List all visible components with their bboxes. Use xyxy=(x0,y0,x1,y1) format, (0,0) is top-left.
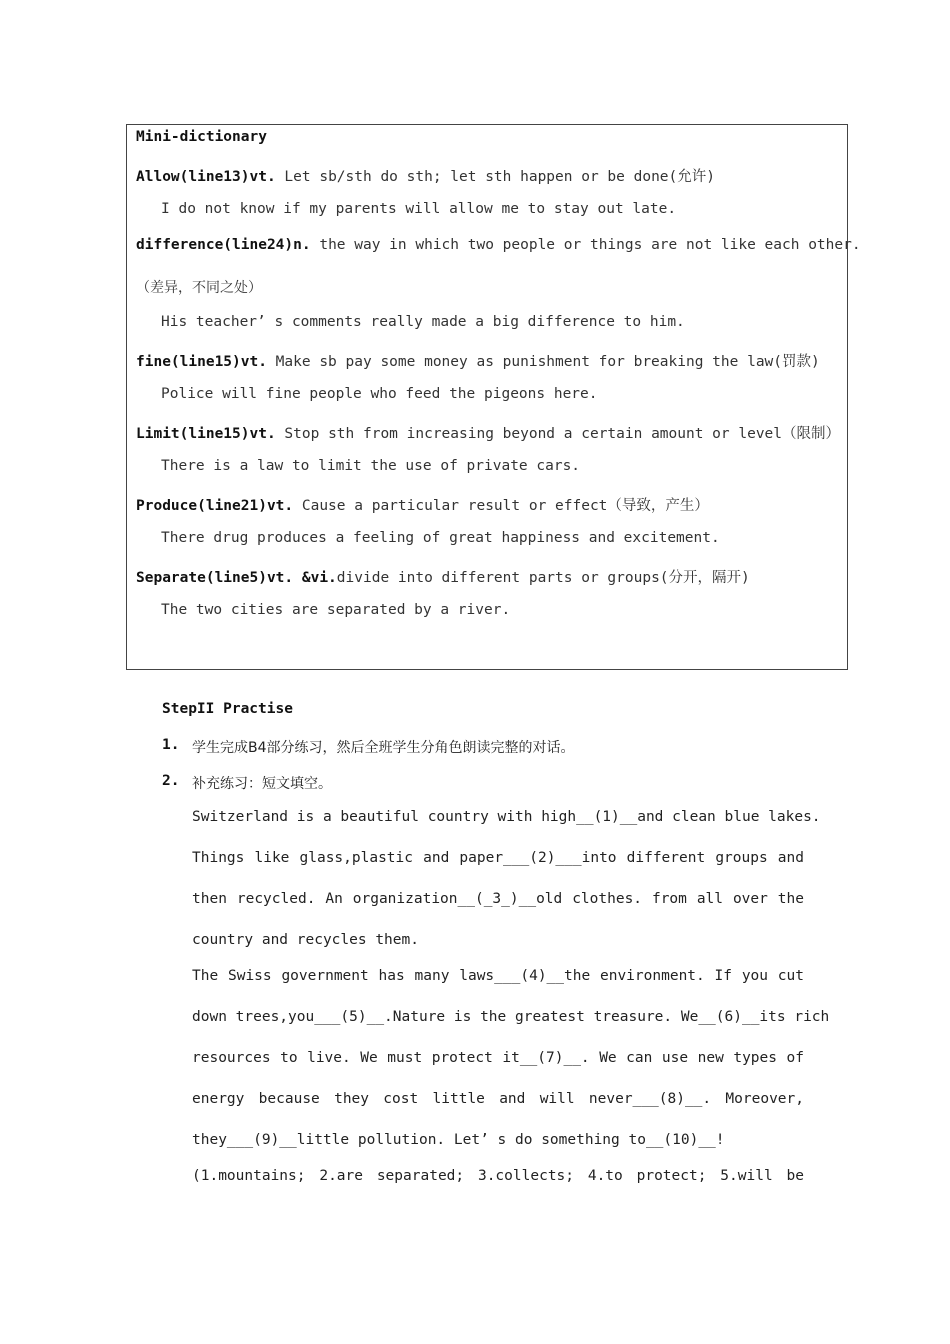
entry-example: There drug produces a feeling of great happiness and excitement. xyxy=(161,530,720,546)
entry-term: fine(line15)vt. xyxy=(136,354,267,370)
passage-line: down trees,you___(5)__.Nature is the greatest treasure. We__(6)__its rich xyxy=(192,1009,830,1025)
mini-dictionary-box xyxy=(126,124,861,670)
dictionary-entry xyxy=(136,566,750,587)
entry-example: I do not know if my parents will allow me to stay out late. xyxy=(161,201,677,217)
passage-line: then recycled. An organization__(_3_)__old clothes. from all over the xyxy=(192,891,804,907)
item-text: 补充练习：短文填空。 xyxy=(192,776,332,792)
entry-example: There is a law to limit the use of private cars. xyxy=(161,458,581,474)
passage-line: they___(9)__little pollution. Let’ s do something to__(10)__! xyxy=(192,1132,725,1148)
entry-term: Limit(line15)vt. xyxy=(136,426,276,442)
entry-definition: Let sb/sth do sth; let sth happen or be done(允许) xyxy=(275,169,715,185)
item-text: 学生完成B4部分练习，然后全班学生分角色朗读完整的对话。 xyxy=(192,740,575,756)
entry-term: Separate(line5)vt. &vi. xyxy=(136,570,337,586)
entry-example: Police will fine people who feed the pigeons here. xyxy=(161,386,598,402)
entry-example: The two cities are separated by a river. xyxy=(161,602,511,618)
practise-item xyxy=(162,773,332,792)
dictionary-entry xyxy=(136,350,820,371)
passage-line: Things like glass,plastic and paper___(2)___into different groups and xyxy=(192,850,804,866)
entry-definition: the way in which two people or things are not like each other. xyxy=(310,237,861,253)
passage-line: resources to live. We must protect it__(7)__. We can use new types of xyxy=(192,1050,804,1066)
entry-example: His teacher’ s comments really made a big difference to him. xyxy=(161,314,685,330)
entry-term: Allow(line13)vt. xyxy=(136,169,276,185)
entry-definition: Cause a particular result or effect（导致，产生） xyxy=(293,498,709,514)
answer-key-line: (1.mountains; 2.are separated; 3.collects; 4.to protect; 5.will be xyxy=(192,1168,804,1184)
entry-definition: Make sb pay some money as punishment for breaking the law(罚款) xyxy=(266,354,820,370)
practise-item xyxy=(162,737,575,756)
passage-line: country and recycles them. xyxy=(192,932,419,948)
item-number: 2. xyxy=(162,773,180,789)
entry-definition: Stop sth from increasing beyond a certain amount or level（限制） xyxy=(275,426,841,442)
entry-definition-continued: （差异，不同之处） xyxy=(136,280,262,296)
passage-line: Switzerland is a beautiful country with high__(1)__and clean blue lakes. xyxy=(192,809,821,825)
passage-line: The Swiss government has many laws___(4)__the environment. If you cut xyxy=(192,968,804,984)
passage-line: energy because they cost little and will never___(8)__. Moreover, xyxy=(192,1091,804,1107)
dictionary-title: Mini-dictionary xyxy=(136,129,267,145)
dictionary-entry xyxy=(136,494,709,515)
dictionary-entry xyxy=(136,237,861,253)
dictionary-entry xyxy=(136,165,715,186)
practise-title: StepII Practise xyxy=(162,701,293,717)
dictionary-entry xyxy=(136,422,840,443)
entry-definition: divide into different parts or groups(分开，隔开) xyxy=(336,570,750,586)
entry-term: Produce(line21)vt. xyxy=(136,498,294,514)
item-number: 1. xyxy=(162,737,180,753)
entry-term: difference(line24)n. xyxy=(136,237,311,253)
